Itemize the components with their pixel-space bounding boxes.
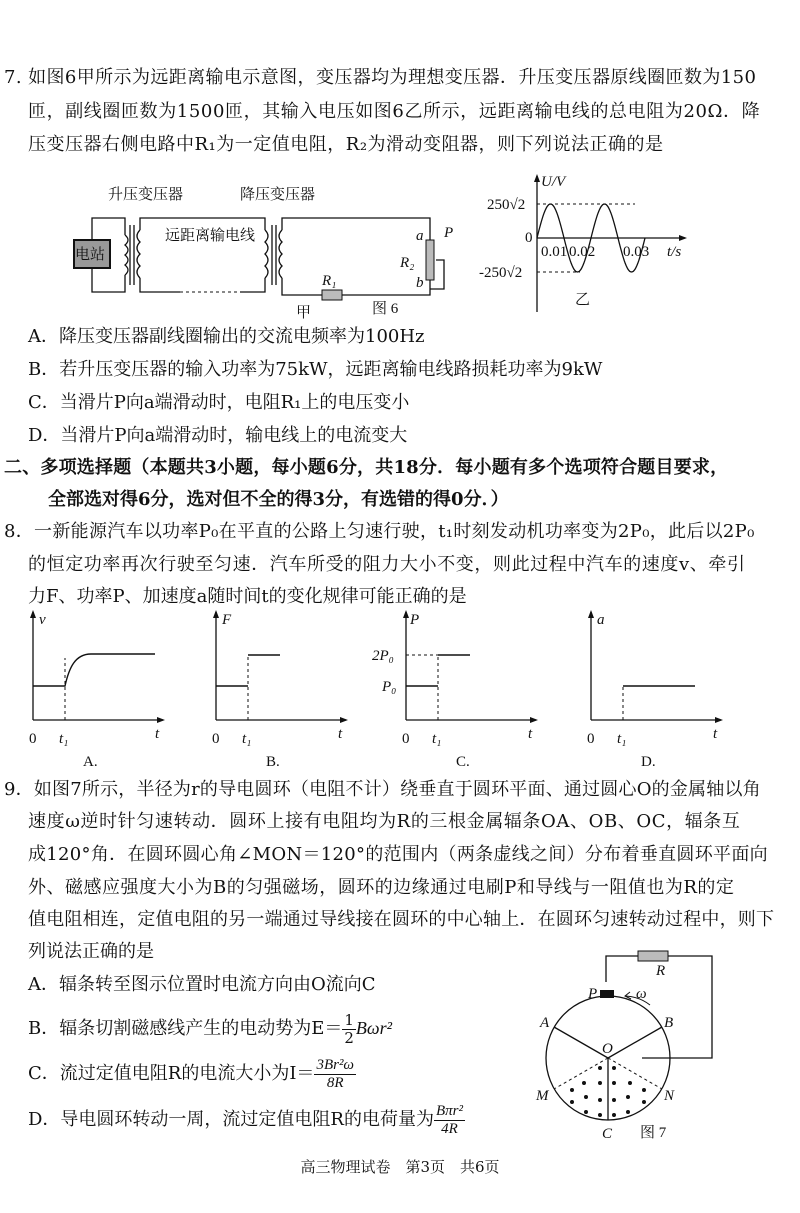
- fraction: [314, 1057, 356, 1092]
- tick-label: 0.03: [623, 244, 650, 260]
- n-label: N: [664, 1088, 675, 1104]
- q9-line: 外、磁感应强度大小为B的匀强磁场，圆环的边缘通过电刷P和导线与一阻值也为R的定: [28, 877, 735, 898]
- q8-line: 8．一新能源汽车以功率P₀在平直的公路上匀速行驶，t₁时刻发动机功率变为2P₀，此后以2P₀: [4, 521, 755, 542]
- t1-label: t₁: [432, 731, 442, 747]
- numerator: 1: [344, 1010, 354, 1029]
- y-axis-label: P: [410, 612, 420, 628]
- origin-label: 0: [29, 731, 37, 747]
- q7-option-b: B．若升压变压器的输入功率为75kW，远距离输电线路损耗功率为9kW: [28, 359, 603, 380]
- graph-option-label: C.: [456, 754, 470, 770]
- graph-d: [583, 608, 733, 778]
- graph-option-label: D.: [641, 754, 656, 770]
- q9-line: 列说法正确的是: [28, 941, 154, 962]
- y-axis-label: a: [597, 612, 605, 628]
- q7-option-c: C．当滑片P向a端滑动时，电阻R₁上的电压变小: [28, 392, 410, 413]
- figure-7-ring: [530, 940, 730, 1145]
- 2p0-label: 2P₀: [372, 648, 394, 664]
- t1-label: t₁: [617, 731, 627, 747]
- t1-label: t₁: [242, 731, 252, 747]
- graph-a: [25, 608, 175, 778]
- q8-line: 的恒定功率再次行驶至匀速．汽车所受的阻力大小不变，则此过程中汽车的速度v、牵引: [28, 554, 746, 575]
- section-2-heading: 二、多项选择题（本题共3小题，每小题6分，共18分．每小题有多个选项符合题目要求，: [4, 457, 729, 478]
- option-text: B．辐条切割磁感线产生的电动势为E＝: [28, 1018, 343, 1039]
- origin-label: 0: [402, 731, 410, 747]
- q7-line: 压变压器右侧电路中R₁为一定值电阻，R₂为滑动变阻器，则下列说法正确的是: [28, 134, 664, 155]
- denominator: 8R: [326, 1074, 344, 1091]
- numerator: Bπr²: [435, 1102, 463, 1119]
- figure-6-circuit: [60, 185, 460, 320]
- transmission-line-label: 远距离输电线: [165, 228, 256, 244]
- omega-label: ω: [636, 986, 647, 1002]
- fraction: [342, 1012, 356, 1047]
- q7-option-d: D．当滑片P向a端滑动时，输电线上的电流变大: [28, 425, 408, 446]
- page-footer: 高三物理试卷 第3页 共6页: [300, 1158, 500, 1176]
- graph-option-label: B.: [266, 754, 280, 770]
- station-label: 电站: [75, 247, 106, 263]
- q7-line: 匝，副线圈匝数为1500匝，其输入电压如图6乙所示，远距离输电线的总电阻为20Ω．降: [28, 101, 761, 122]
- t-axis-label: t: [155, 726, 160, 742]
- figure-6-voltage-graph: [479, 172, 705, 317]
- trough-label: -250√2: [479, 265, 523, 281]
- t-axis-label: t/s: [667, 244, 682, 260]
- origin-label: 0: [525, 230, 533, 246]
- tick-label: 0.01: [541, 244, 568, 260]
- q9-line: 值电阻相连，定值电阻的另一端通过导线接在圆环的中心轴上．在圆环匀速转动过程中，则下: [28, 909, 775, 930]
- graph-c: [372, 608, 548, 778]
- a-label: a: [416, 228, 424, 244]
- a-label: A: [540, 1015, 550, 1031]
- q7-line: 7. 如图6甲所示为远距离输电示意图，变压器均为理想变压器．升压变压器原线圈匝数为150: [4, 67, 757, 88]
- p0-label: P₀: [382, 679, 397, 695]
- u-axis-label: U/V: [541, 174, 566, 190]
- section-2-heading: 全部选对得6分，选对但不全的得3分，有选错的得0分．）: [48, 489, 509, 510]
- fraction: [434, 1103, 465, 1138]
- q9-option-d: [28, 1100, 465, 1140]
- t-axis-label: t: [528, 726, 533, 742]
- q9-line: 9．如图7所示，半径为r的导电圆环（电阻不计）绕垂直于圆环平面、通过圆心O的金属轴以角: [4, 779, 761, 800]
- m-label: M: [536, 1088, 549, 1104]
- b-label: b: [416, 275, 424, 291]
- c-label: C: [602, 1126, 613, 1142]
- p-label: P: [444, 225, 454, 241]
- step-up-label: 升压变压器: [108, 187, 184, 203]
- step-down-label: 降压变压器: [240, 187, 316, 203]
- q8-line: 力F、功率P、加速度a随时间t的变化规律可能正确的是: [28, 586, 467, 607]
- yi-label: 乙: [575, 292, 591, 308]
- r2-label: R₂: [400, 255, 415, 271]
- option-text: C．流过定值电阻R的电流大小为I＝: [28, 1063, 315, 1084]
- r-label: R: [656, 963, 666, 979]
- tick-label: 0.02: [569, 244, 596, 260]
- t-axis-label: t: [338, 726, 343, 742]
- q9-line: 成120°角．在圆环圆心角∠MON＝120°的范围内（两条虚线之间）分布着垂直圆环平面向: [28, 844, 768, 865]
- origin-label: 0: [212, 731, 220, 747]
- origin-label: 0: [587, 731, 595, 747]
- jia-label: 甲: [296, 305, 312, 321]
- y-axis-label: v: [39, 612, 46, 628]
- numerator: 3Br²ω: [316, 1056, 355, 1073]
- r1-label: R₁: [322, 273, 337, 289]
- q7-option-a: A．降压变压器副线圈输出的交流电频率为100Hz: [28, 326, 425, 347]
- b-label: B: [664, 1015, 674, 1031]
- option-text: D．导电圆环转动一周，流过定值电阻R的电荷量为: [28, 1109, 434, 1130]
- figure-6-caption: 图 6: [372, 301, 399, 317]
- figure-7-caption: 图 7: [640, 1125, 667, 1141]
- graph-option-label: A.: [83, 754, 98, 770]
- o-label: O: [602, 1041, 613, 1057]
- p-label: P: [588, 986, 598, 1002]
- q9-option-c: [28, 1054, 356, 1094]
- peak-label: 250√2: [487, 197, 526, 213]
- t1-label: t₁: [59, 731, 69, 747]
- q9-line: 速度ω逆时针匀速转动．圆环上接有电阻均为R的三根金属辐条OA、OB、OC，辐条互: [28, 811, 741, 832]
- denominator: 4R: [441, 1120, 458, 1137]
- y-axis-label: F: [222, 612, 232, 628]
- denominator: 2: [344, 1028, 354, 1047]
- q9-option-a: A．辐条转至图示位置时电流方向由O流向C: [28, 974, 376, 995]
- t-axis-label: t: [713, 726, 718, 742]
- graph-b: [208, 608, 358, 778]
- formula-tail: Bωr²: [355, 1018, 393, 1038]
- q9-option-b: [28, 1008, 392, 1049]
